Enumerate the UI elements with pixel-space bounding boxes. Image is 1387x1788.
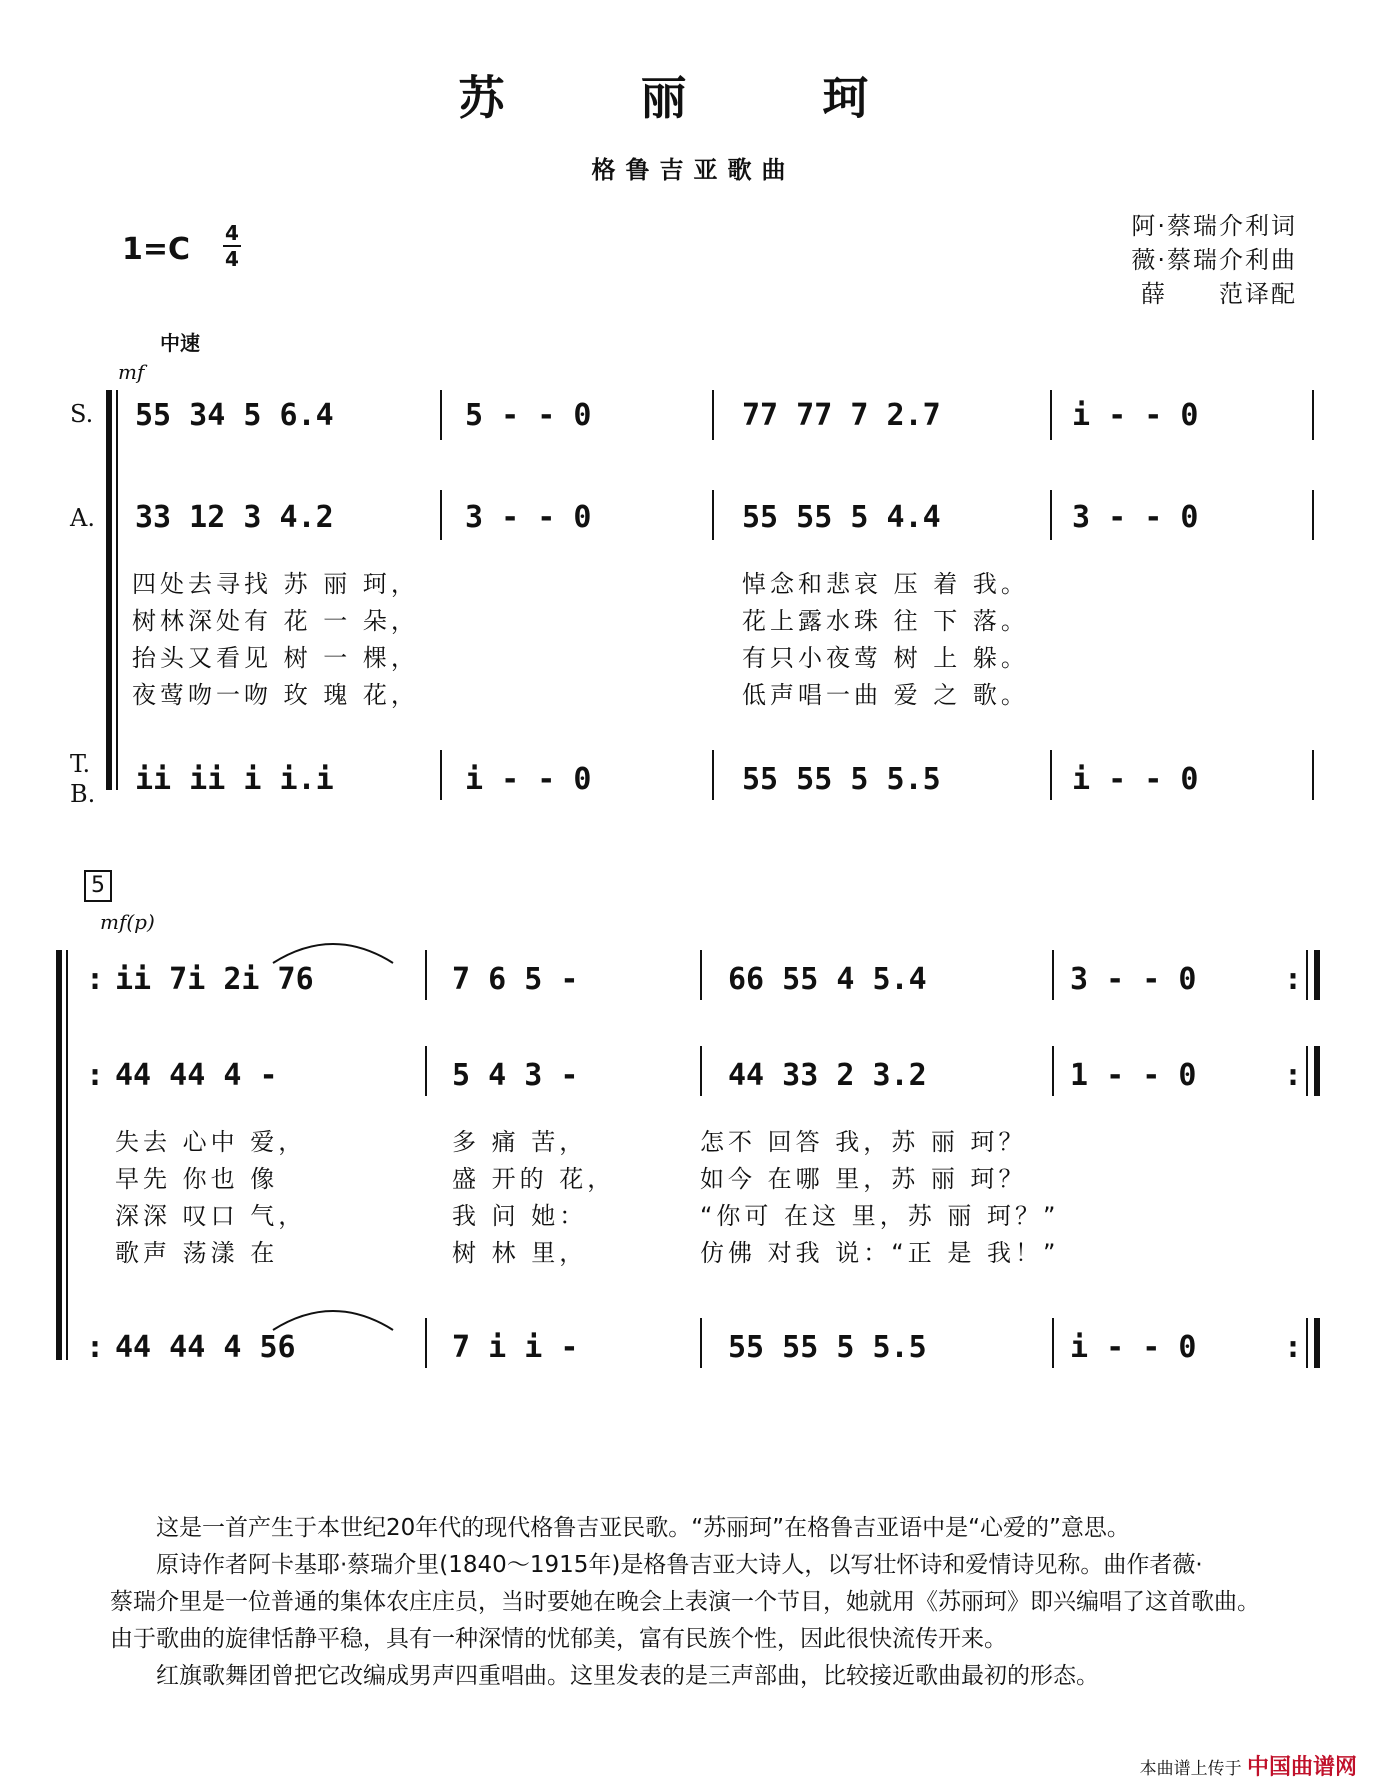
system1-left-bar — [116, 390, 118, 790]
middle-measure-4: 1 - - 0 — [1070, 1058, 1197, 1093]
barline — [1052, 1318, 1054, 1368]
dynamic-mf-p: mf(p) — [100, 910, 155, 934]
alto-measure-4: 3 - - 0 — [1072, 500, 1199, 535]
part-label-bass: B. — [70, 780, 96, 808]
description-line: 由于歌曲的旋律恬静平稳，具有一种深情的忧郁美，富有民族个性，因此很快流传开来。 — [110, 1626, 1007, 1652]
time-signature — [222, 222, 242, 270]
final-bar — [1314, 1046, 1320, 1096]
credit-translator: 薛 范译配 — [1141, 280, 1297, 308]
repeat-end-bottom: : — [1284, 1330, 1303, 1365]
barline — [1050, 390, 1052, 440]
system1-brace — [106, 390, 112, 790]
bottom-measure-1: 44 44 4 56 — [115, 1330, 296, 1365]
song-subtitle: 格鲁吉亚歌曲 — [591, 156, 796, 184]
repeat-start-middle: : — [86, 1058, 105, 1093]
barline — [700, 1046, 702, 1096]
key-signature: 1=C — [122, 232, 191, 267]
lyrics-s1-left-verse-1: 四处去寻找 苏 丽 珂， — [132, 570, 419, 598]
system2-left-bar — [66, 950, 68, 1360]
final-bar — [1314, 950, 1320, 1000]
tenor-bass-measure-4: i - - 0 — [1072, 762, 1199, 797]
lyrics-s1-left-verse-3: 抬头又看见 树 一 棵， — [132, 644, 419, 672]
slur — [268, 1302, 398, 1332]
middle-measure-2: 5 4 3 - — [452, 1058, 579, 1093]
middle-measure-3: 44 33 2 3.2 — [728, 1058, 927, 1093]
barline — [425, 950, 427, 1000]
system2-brace — [56, 950, 62, 1360]
time-sig-top: 4 — [225, 221, 239, 245]
barline — [440, 390, 442, 440]
barline — [425, 1046, 427, 1096]
time-sig-bottom: 4 — [225, 247, 239, 271]
alto-measure-2: 3 - - 0 — [465, 500, 592, 535]
barline — [712, 390, 714, 440]
tenor-bass-measure-1: ii ii i i.i — [135, 762, 334, 797]
barline — [440, 490, 442, 540]
bottom-measure-3: 55 55 5 5.5 — [728, 1330, 927, 1365]
description-line: 这是一首产生于本世纪20年代的现代格鲁吉亚民歌。“苏丽珂”在格鲁吉亚语中是“心爱的”意思。 — [156, 1515, 1130, 1541]
lyrics-s2-a-verse-1: 失去 心中 爱， — [115, 1128, 307, 1156]
lyrics-s2-a-verse-3: 深深 叹口 气， — [115, 1202, 307, 1230]
lyrics-s2-a-verse-4: 歌声 荡漾 在 — [115, 1239, 279, 1267]
barline — [1306, 1318, 1308, 1368]
repeat-end-top: : — [1284, 962, 1303, 997]
lyrics-s2-a-verse-2: 早先 你也 像 — [115, 1165, 279, 1193]
bottom-measure-2: 7 i i - — [452, 1330, 579, 1365]
tempo-marking: 中速 — [160, 331, 200, 355]
description — [110, 1510, 1290, 1695]
slur — [268, 935, 398, 965]
barline — [712, 490, 714, 540]
alto-measure-3: 55 55 5 4.4 — [742, 500, 941, 535]
lyrics-s1-right-verse-2: 花上露水珠 往 下 落。 — [742, 607, 1029, 635]
top-measure-4: 3 - - 0 — [1070, 962, 1197, 997]
barline — [1312, 750, 1314, 800]
dynamic-mf: mf — [118, 360, 145, 384]
tenor-bass-measure-2: i - - 0 — [465, 762, 592, 797]
repeat-end-middle: : — [1284, 1058, 1303, 1093]
upload-text: 本曲谱上传于 — [1139, 1759, 1242, 1779]
description-line: 蔡瑞介里是一位普通的集体农庄庄员，当时要她在晚会上表演一个节目，她就用《苏丽珂》即兴编唱了这首歌曲。 — [110, 1589, 1260, 1615]
site-logo[interactable]: 中国曲谱网 — [1246, 1755, 1357, 1780]
top-measure-3: 66 55 4 5.4 — [728, 962, 927, 997]
barline — [1052, 950, 1054, 1000]
barline — [1312, 490, 1314, 540]
soprano-measure-1: 55 34 5 6.4 — [135, 398, 334, 433]
lyrics-s2-b-verse-3: 我 问 她： — [452, 1202, 588, 1230]
barline — [425, 1318, 427, 1368]
barline — [700, 1318, 702, 1368]
barline — [1306, 950, 1308, 1000]
lyrics-s1-left-verse-2: 树林深处有 花 一 朵， — [132, 607, 419, 635]
part-label-alto: A. — [70, 504, 95, 532]
barline — [440, 750, 442, 800]
final-bar — [1314, 1318, 1320, 1368]
measure-number-box: 5 — [84, 870, 112, 902]
credit-composer: 薇·蔡瑞介利曲 — [1131, 246, 1297, 274]
top-measure-2: 7 6 5 - — [452, 962, 579, 997]
lyrics-s1-left-verse-4: 夜莺吻一吻 玫 瑰 花， — [132, 681, 419, 709]
barline — [1052, 1046, 1054, 1096]
alto-measure-1: 33 12 3 4.2 — [135, 500, 334, 535]
lyrics-s2-c-verse-1: 怎不 回答 我，苏 丽 珂？ — [700, 1128, 1027, 1156]
description-line: 原诗作者阿卡基耶·蔡瑞介里(1840～1915年)是格鲁吉亚大诗人，以写壮怀诗和爱情诗见称。曲作者薇· — [156, 1552, 1203, 1578]
barline — [712, 750, 714, 800]
footer — [1140, 1750, 1357, 1781]
lyrics-s2-c-verse-2: 如今 在哪 里，苏 丽 珂？ — [700, 1165, 1027, 1193]
barline — [1050, 750, 1052, 800]
lyrics-s1-right-verse-1: 悼念和悲哀 压 着 我。 — [742, 570, 1029, 598]
repeat-start-top: : — [86, 962, 105, 997]
barline — [1050, 490, 1052, 540]
barline — [1306, 1046, 1308, 1096]
lyrics-s2-b-verse-4: 树 林 里， — [452, 1239, 588, 1267]
top-measure-1: ii 7i 2i 76 — [115, 962, 314, 997]
song-title: 苏 丽 珂 — [458, 71, 929, 125]
lyrics-s2-b-verse-1: 多 痛 苦， — [452, 1128, 588, 1156]
middle-measure-1: 44 44 4 - — [115, 1058, 278, 1093]
tenor-bass-measure-3: 55 55 5 5.5 — [742, 762, 941, 797]
soprano-measure-3: 77 77 7 2.7 — [742, 398, 941, 433]
lyrics-s2-c-verse-4: 仿佛 对我 说：“正 是 我！” — [700, 1239, 1060, 1267]
credit-lyricist: 阿·蔡瑞介利词 — [1131, 212, 1297, 240]
lyrics-s2-c-verse-3: “你可 在这 里，苏 丽 珂？” — [700, 1202, 1060, 1230]
lyrics-s1-right-verse-3: 有只小夜莺 树 上 躲。 — [742, 644, 1029, 672]
description-line: 红旗歌舞团曾把它改编成男声四重唱曲。这里发表的是三声部曲，比较接近歌曲最初的形态。 — [156, 1663, 1099, 1689]
bottom-measure-4: i - - 0 — [1070, 1330, 1197, 1365]
part-label-tenor: T. — [70, 750, 91, 778]
soprano-measure-2: 5 - - 0 — [465, 398, 592, 433]
lyrics-s1-right-verse-4: 低声唱一曲 爱 之 歌。 — [742, 681, 1029, 709]
barline — [700, 950, 702, 1000]
part-label-soprano: S. — [70, 400, 94, 428]
soprano-measure-4: i - - 0 — [1072, 398, 1199, 433]
lyrics-s2-b-verse-2: 盛 开的 花， — [452, 1165, 616, 1193]
repeat-start-bottom: : — [86, 1330, 105, 1365]
barline — [1312, 390, 1314, 440]
